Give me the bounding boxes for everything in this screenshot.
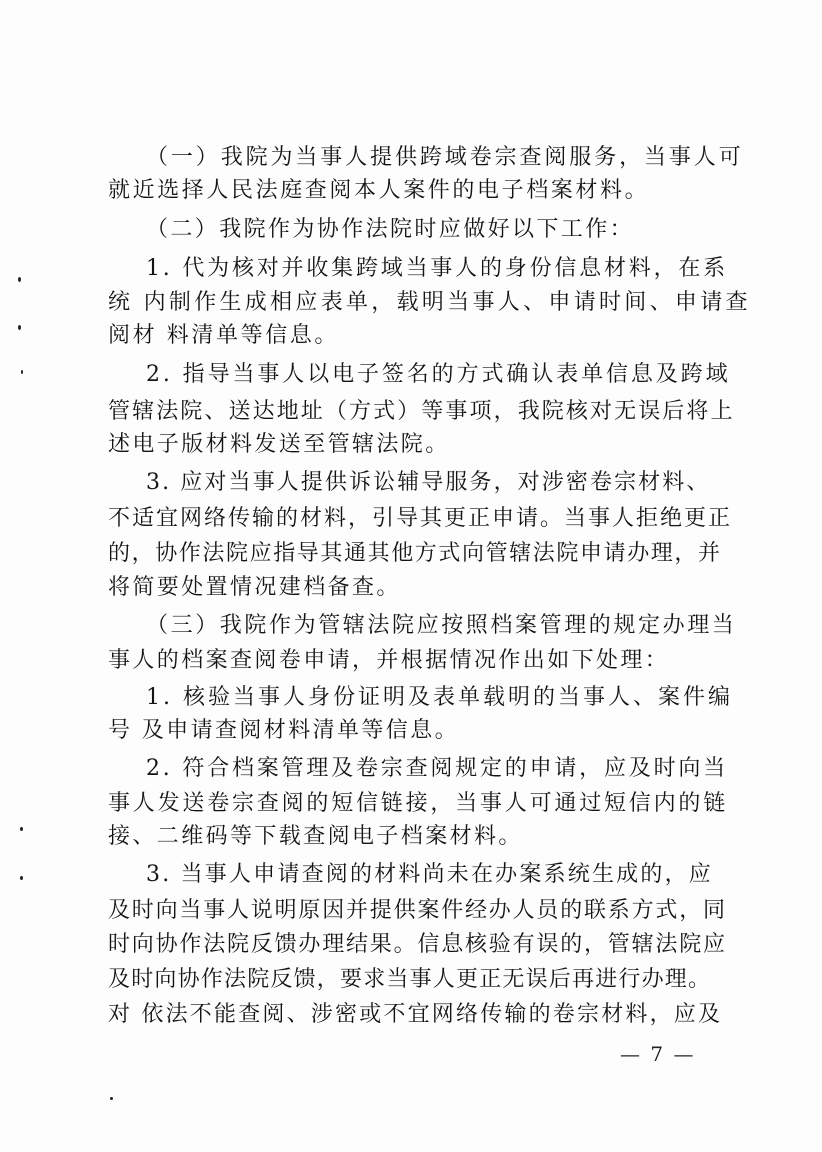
paragraph-line: 时向协作法院反馈办理结果。信息核验有误的，管辖法院应 [108,932,727,957]
paragraph-line: （三）我院作为管辖法院应按照档案管理的规定办理当 [146,613,737,638]
paragraph-line: （二）我院作为协作法院时应做好以下工作： [146,217,635,242]
paragraph-line: 将简要处置情况建档备查。 [108,575,401,600]
scan-speck [20,876,23,880]
paragraph-line: 对 依法不能查阅、涉密或不宜网络传输的卷宗材料，应及 [108,1002,723,1027]
page-number: — 7 — [620,1042,696,1066]
paragraph-line: （一）我院为当事人提供跨域卷宗查阅服务，当事人可 [146,145,744,170]
paragraph-line: 3. 当事人申请查阅的材料尚未在办案系统生成的，应 [146,862,713,887]
paragraph-line: 阅材 料清单等信息。 [108,323,339,348]
paragraph-line: 3. 应对当事人提供诉讼辅导服务，对涉密卷宗材料、 [146,470,711,495]
paragraph-line: 号 及申请查阅材料清单等信息。 [108,718,459,743]
scan-speck [18,277,21,282]
paragraph-line: 的，协作法院应指导其通其他方式向管辖法院申请办理，并 [108,541,722,566]
paragraph-line: 1. 核验当事人身份证明及表单载明的当事人、案件编 [146,685,733,710]
scan-speck [20,827,23,831]
paragraph-line: 述电子版材料发送至管辖法院。 [108,432,450,457]
paragraph-line: 统 内制作生成相应表单，载明当事人、申请时间、申请查 [108,290,751,315]
paragraph-line: 就近选择人民法庭查阅本人案件的电子档案材料。 [108,178,650,203]
paragraph-line: 管辖法院、送达地址（方式）等事项，我院核对无误后将上 [108,399,735,424]
paragraph-line: 及时向协作法院反馈，要求当事人更正无误后再进行办理。 [108,967,712,992]
paragraph-line: 事人的档案查阅卷申请，并根据情况作出如下处理： [108,648,670,673]
paragraph-line: 2. 符合档案管理及卷宗查阅规定的申请，应及时向当 [146,756,728,781]
scan-speck [110,1097,113,1100]
paragraph-line: 事人发送卷宗查阅的短信链接，当事人可通过短信内的链 [108,791,729,816]
paragraph-line: 接、二维码等下载查阅电子档案材料。 [108,824,523,849]
scan-speck [21,370,23,374]
paragraph-line: 不适宜网络传输的材料，引导其更正申请。当事人拒绝更正 [108,506,733,531]
scan-speck [18,325,21,330]
paragraph-line: 1. 代为核对并收集跨域当事人的身份信息材料，在系 [146,256,728,281]
paragraph-line: 及时向当事人说明原因并提供案件经办人员的联系方式，同 [108,898,727,923]
paragraph-line: 2. 指导当事人以电子签名的方式确认表单信息及跨域 [146,362,731,387]
